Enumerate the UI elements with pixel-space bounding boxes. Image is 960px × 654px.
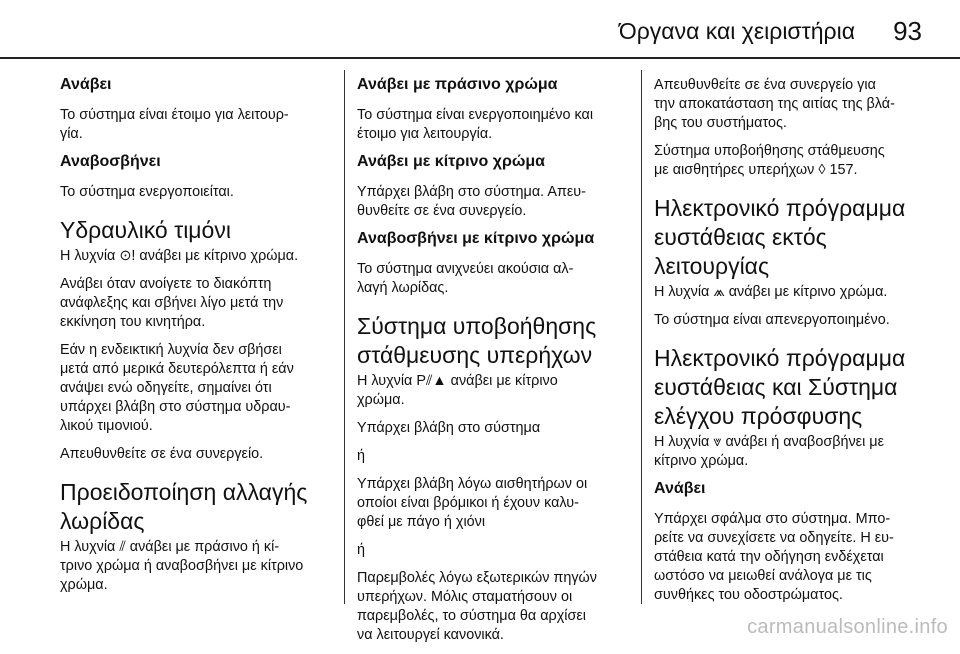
paragraph: Η λυχνία ⫽ ανάβει με πράσινο ή κί- τρινο χρώμα ή αναβοσβήνει με κίτρινο χρώμα. <box>60 539 304 593</box>
heading: Ανάβει <box>654 480 706 497</box>
heading: Αναβοσβήνει <box>60 153 161 170</box>
paragraph: Υπάρχει σφάλμα στο σύστημα. Μπο- ρείτε να συνεχίσετε να οδηγείτε. Η ευ- στάθεια κατά την οδήγηση ενδέχεται ωστόσο να μειωθεί ανάλογα με τις συνθήκες του οδοστρώματος. <box>654 511 894 603</box>
paragraph: ή <box>357 542 366 558</box>
paragraph: Παρεμβολές λόγω εξωτερικών πηγών υπερήχων. Μόλις σταματήσουν οι παρεμβολές, το σύστημα θα αρχίσει να λειτουργεί κανονικά. <box>357 570 597 643</box>
paragraph: Σύστημα υποβοήθησης στάθμευσης με αισθητήρες υπερήχων ◊ 157. <box>654 143 885 178</box>
page-title: Όργανα και χειριστήρια <box>618 18 855 44</box>
paragraph: Η λυχνία ⊙! ανάβει με κίτρινο χρώμα. <box>60 248 299 264</box>
heading: Προειδοποίηση αλλαγής λωρίδας <box>60 479 308 534</box>
heading: Υδραυλικό τιμόνι <box>60 217 231 243</box>
heading: Ηλεκτρονικό πρόγραμμα ευστάθειας εκτός λειτουργίας <box>654 195 906 279</box>
paragraph: Υπάρχει βλάβη στο σύστημα. Απευ- θυνθείτε σε ένα συνεργείο. <box>357 184 586 219</box>
heading: Ανάβει <box>60 76 112 93</box>
column-divider-2 <box>641 70 642 604</box>
paragraph: Ανάβει όταν ανοίγετε το διακόπτη ανάφλεξης και σβήνει λίγο μετά την εκκίνηση του κινητήρα. <box>60 276 284 330</box>
page-number: 93 <box>893 16 922 46</box>
heading: Αναβοσβήνει με κίτρινο χρώμα <box>357 230 595 247</box>
heading: Ανάβει με κίτρινο χρώμα <box>357 153 545 170</box>
column-1 <box>60 76 335 604</box>
paragraph: Απευθυνθείτε σε ένα συνεργείο για την αποκατάσταση της αιτίας της βλά- βης του συστήματος. <box>654 77 895 131</box>
heading: Σύστημα υποβοήθησης στάθμευσης υπερήχων <box>357 313 597 368</box>
paragraph: Το σύστημα ανιχνεύει ακούσια αλ- λαγή λωρίδας. <box>357 261 574 296</box>
paragraph: ή <box>357 448 366 464</box>
header-rule <box>0 57 960 59</box>
paragraph: Το σύστημα είναι απενεργοποιημένο. <box>654 312 890 328</box>
paragraph: Υπάρχει βλάβη λόγω αισθητήρων οι οποίοι είναι βρόμικοι ή έχουν καλυ- φθεί με πάγο ή χιόνι <box>357 476 588 530</box>
paragraph: Η λυχνία P⫽▲ ανάβει με κίτρινο χρώμα. <box>357 373 558 408</box>
column-2 <box>357 76 632 654</box>
paragraph: Το σύστημα είναι ενεργοποιημένο και έτοιμο για λειτουργία. <box>357 107 594 142</box>
column-3 <box>654 76 934 614</box>
paragraph: Η λυχνία ⩕ ανάβει με κίτρινο χρώμα. <box>654 284 888 300</box>
paragraph: Απευθυνθείτε σε ένα συνεργείο. <box>60 446 264 462</box>
heading: Ανάβει με πράσινο χρώμα <box>357 76 558 93</box>
paragraph: Το σύστημα είναι έτοιμο για λειτουρ- γία. <box>60 107 289 142</box>
page-header <box>0 0 960 58</box>
paragraph: Υπάρχει βλάβη στο σύστημα <box>357 420 541 436</box>
paragraph: Το σύστημα ενεργοποιείται. <box>60 184 234 200</box>
paragraph: Η λυχνία ⩔ ανάβει ή αναβοσβήνει με κίτρινο χρώμα. <box>654 434 885 469</box>
heading: Ηλεκτρονικό πρόγραμμα ευστάθειας και Σύστημα ελέγχου πρόσφυσης <box>654 345 906 429</box>
column-divider-1 <box>344 70 345 604</box>
watermark: carmanualsonline.info <box>747 616 948 638</box>
paragraph: Εάν η ενδεικτική λυχνία δεν σβήσει μετά από μερικά δευτερόλεπτα ή εάν ανάψει ενώ οδηγείτε, σημαίνει ότι υπάρχει βλάβη στο σύστημα υδραυ- λικού τιμονιού. <box>60 342 294 434</box>
